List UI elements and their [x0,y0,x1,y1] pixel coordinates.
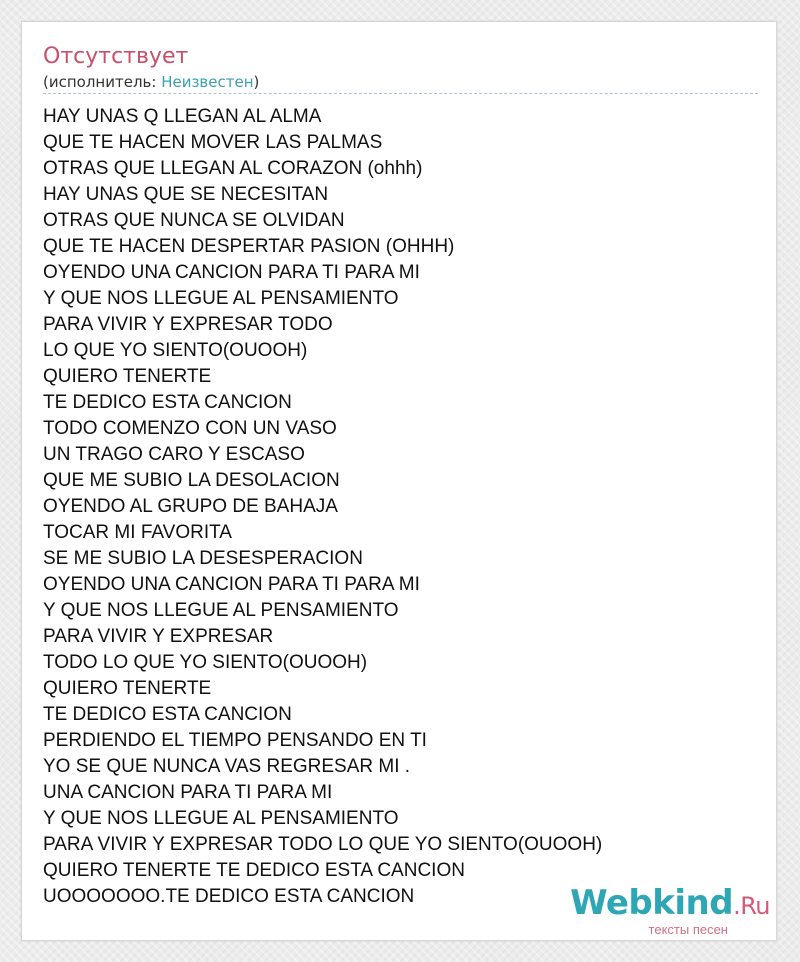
lyric-line: QUE ME SUBIO LA DESOLACION [43,470,340,491]
lyric-line: PARA VIVIR Y EXPRESAR TODO LO QUE YO SIENTO(OUOOH) [43,834,603,855]
logo-tld: .Ru [733,892,770,920]
lyrics-card [21,21,777,941]
lyric-line: Y QUE NOS LLEGUE AL PENSAMIENTO [43,288,399,309]
lyric-line: UN TRAGO CARO Y ESCASO [43,444,305,465]
logo-wordmark [570,885,770,924]
lyric-line: TODO COMENZO CON UN VASO [43,418,337,439]
artist-prefix: (исполнитель: [43,73,162,91]
lyric-line: QUIERO TENERTE [43,678,212,699]
artist-line [43,72,259,92]
lyric-line: OTRAS QUE NUNCA SE OLVIDAN [43,210,345,231]
lyric-line: OTRAS QUE LLEGAN AL CORAZON (ohhh) [43,158,423,179]
lyric-line: LO QUE YO SIENTO(OUOOH) [43,340,308,361]
lyric-line: UNA CANCION PARA TI PARA MI [43,782,333,803]
lyric-line: OYENDO UNA CANCION PARA TI PARA MI [43,574,420,595]
lyric-line: PARA VIVIR Y EXPRESAR [43,626,274,647]
song-title: Отсутствует [43,44,189,69]
lyric-line: SE ME SUBIO LA DESESPERACION [43,548,363,569]
lyric-line: Y QUE NOS LLEGUE AL PENSAMIENTO [43,808,399,829]
lyric-line: TE DEDICO ESTA CANCION [43,704,292,725]
lyric-line: Y QUE NOS LLEGUE AL PENSAMIENTO [43,600,399,621]
lyric-line: TODO LO QUE YO SIENTO(OUOOH) [43,652,368,673]
logo-tagline: тексты песен [648,922,728,937]
lyric-line: HAY UNAS Q LLEGAN AL ALMA [43,106,322,127]
artist-suffix: ) [253,73,260,91]
lyric-line: PARA VIVIR Y EXPRESAR TODO [43,314,333,335]
lyric-line: QUIERO TENERTE TE DEDICO ESTA CANCION [43,860,465,881]
artist-link[interactable]: Неизвестен [161,73,254,91]
lyric-line: QUE TE HACEN DESPERTAR PASION (OHHH) [43,236,455,257]
lyric-line: OYENDO UNA CANCION PARA TI PARA MI [43,262,420,283]
webkind-logo[interactable] [570,885,770,936]
lyric-line: HAY UNAS QUE SE NECESITAN [43,184,329,205]
lyric-line: TOCAR MI FAVORITA [43,522,232,543]
lyric-line: QUIERO TENERTE [43,366,212,387]
dashed-divider [43,93,758,94]
lyric-line: YO SE QUE NUNCA VAS REGRESAR MI . [43,756,411,777]
lyric-line: PERDIENDO EL TIEMPO PENSANDO EN TI [43,730,427,751]
logo-name: Webkind [570,883,734,923]
lyric-line: OYENDO AL GRUPO DE BAHAJA [43,496,338,517]
lyric-line: UOOOOOOO.TE DEDICO ESTA CANCION [43,886,415,907]
lyric-line: QUE TE HACEN MOVER LAS PALMAS [43,132,383,153]
lyric-line: TE DEDICO ESTA CANCION [43,392,292,413]
lyrics-text [43,104,602,910]
